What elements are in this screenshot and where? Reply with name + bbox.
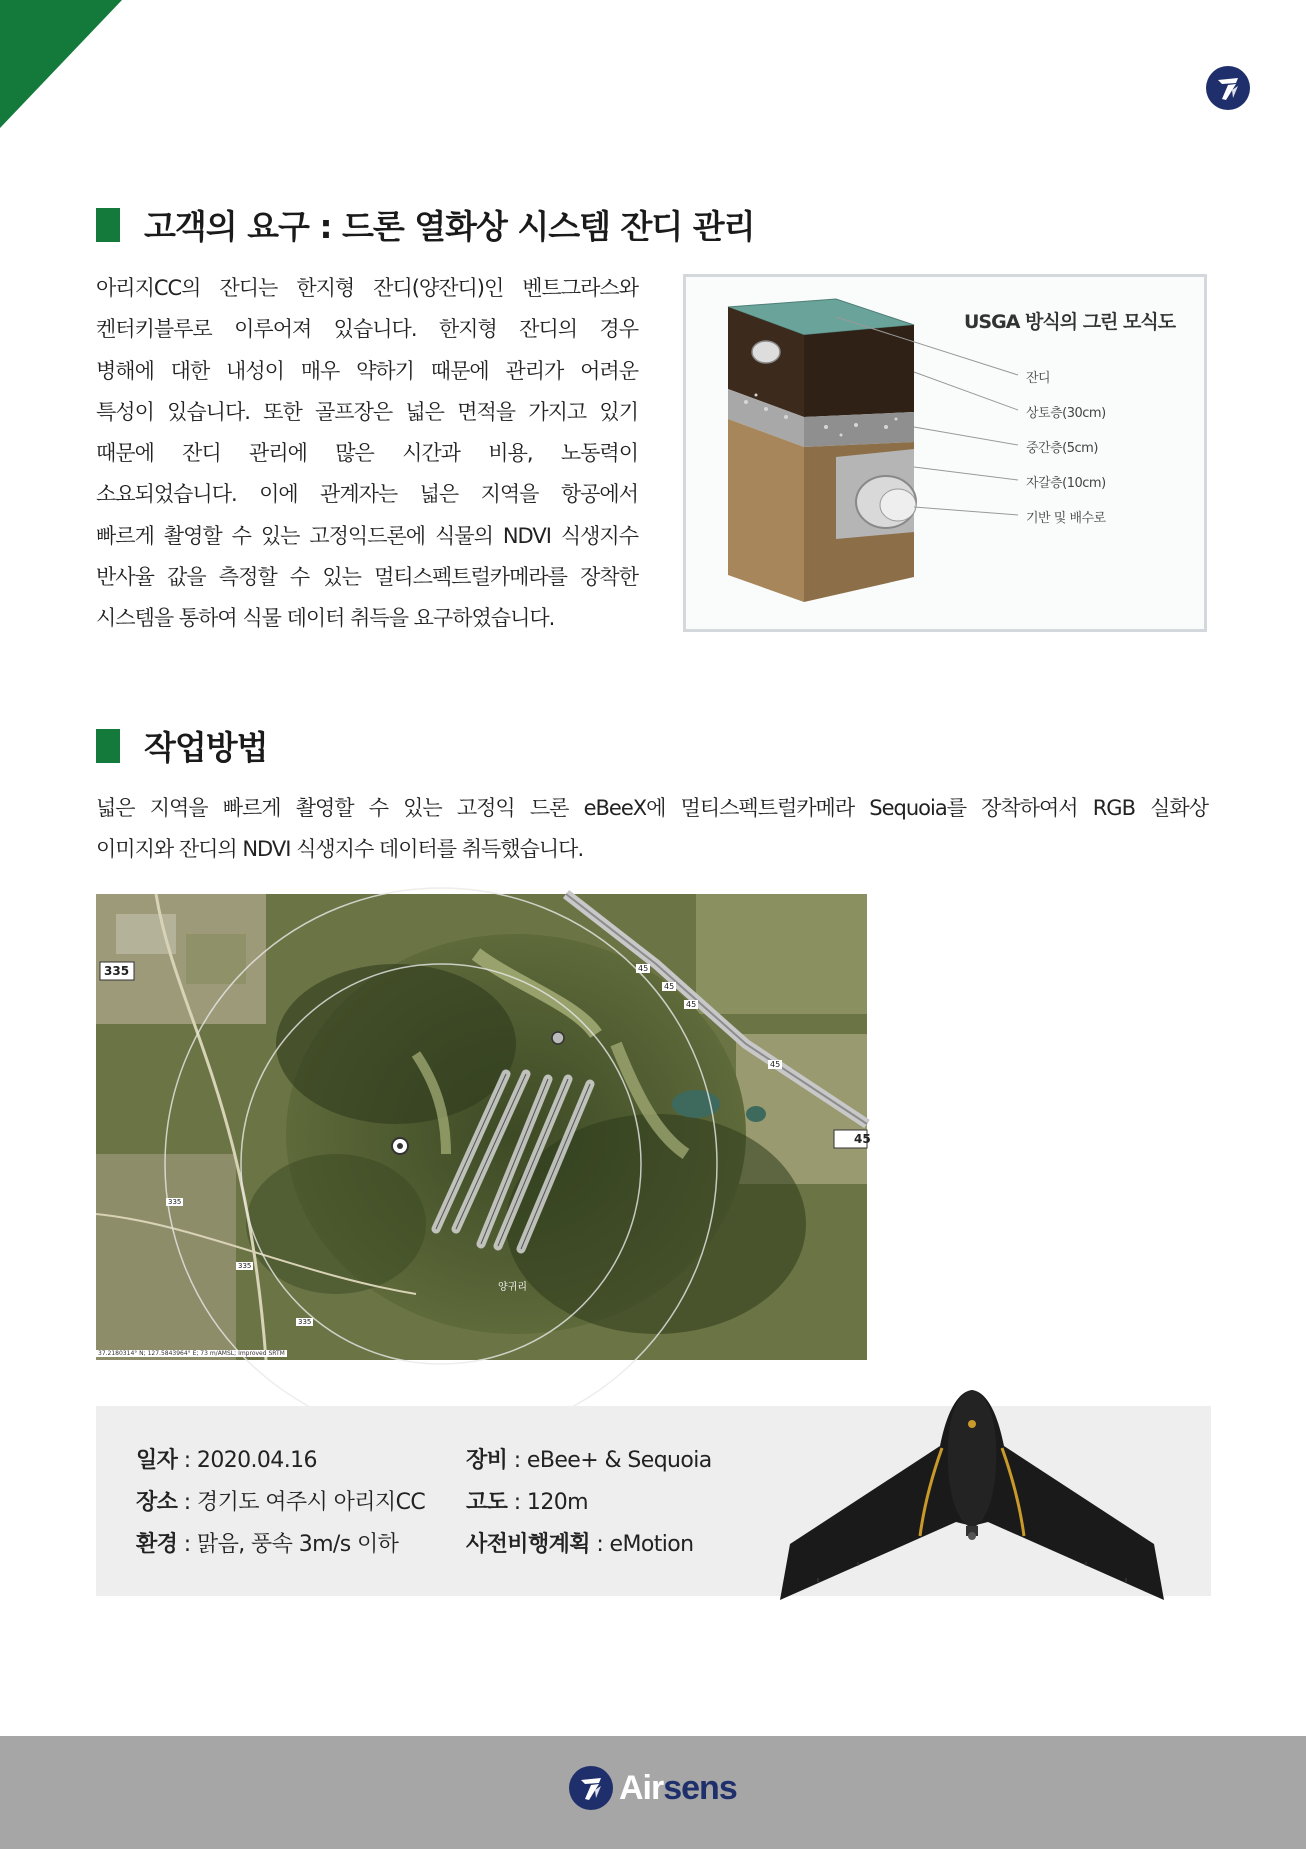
road-label: 45 xyxy=(854,1132,871,1146)
paragraph-line: 반사율 값을 측정할 수 있는 멀티스펙트럴카메라를 장착한 xyxy=(96,565,638,590)
info-row-altitude: 고도 : 120m xyxy=(466,1490,588,1515)
info-column-right xyxy=(466,1440,712,1566)
paragraph-line: 이미지와 잔디의 NDVI 식생지수 데이터를 취득했습니다. xyxy=(96,837,584,862)
map-coordinates-readout: 37.2180314° N; 127.5843964° E; 73 m/AMSL; Improved SRTM xyxy=(98,1350,285,1357)
airsens-logo-icon xyxy=(569,1766,613,1810)
heading-marker xyxy=(96,208,120,242)
info-label: 장소 xyxy=(136,1490,178,1515)
layer-label-grass: 잔디 xyxy=(1026,371,1051,386)
brand-name-part: sens xyxy=(663,1768,737,1807)
layer-label-topsoil: 상토층(30cm) xyxy=(1026,406,1106,421)
footer-logo xyxy=(569,1766,737,1810)
airsens-logo-icon xyxy=(1206,66,1250,110)
paragraph-line: 아리지CC의 잔디는 한지형 잔디(양잔디)인 벤트그라스와 xyxy=(96,276,638,300)
method-paragraph xyxy=(96,788,1208,871)
info-label: 장비 xyxy=(466,1448,508,1473)
paragraph-line: 특성이 있습니다. 또한 골프장은 넓은 면적을 가지고 있기 xyxy=(96,399,638,424)
layer-label-intermediate: 중간층(5cm) xyxy=(1026,441,1098,456)
flight-plan-map xyxy=(96,894,871,1360)
page-footer xyxy=(0,1736,1306,1849)
paragraph-line: 시스템을 통하여 식물 데이터 취득을 요구하였습니다. xyxy=(96,606,555,631)
road-label: 45 xyxy=(770,1060,781,1069)
info-column-left xyxy=(136,1440,425,1566)
section-title: 고객의 요구 : 드론 열화상 시스템 잔디 관리 xyxy=(144,207,755,246)
paragraph-line: 빠르게 촬영할 수 있는 고정익드론에 식물의 NDVI 식생지수 xyxy=(96,523,638,548)
layer-label-gravel: 자갈층(10cm) xyxy=(1026,476,1106,491)
info-value: eMotion xyxy=(609,1532,694,1557)
road-label: 45 xyxy=(686,1000,697,1009)
info-label: 일자 xyxy=(136,1448,178,1473)
info-label: 환경 xyxy=(136,1532,178,1557)
road-label: 335 xyxy=(298,1318,312,1326)
info-row-equipment: 장비 : eBee+ & Sequoia xyxy=(466,1448,712,1473)
road-label: 45 xyxy=(664,982,675,991)
layer-label-drainage: 기반 및 배수로 xyxy=(1026,511,1106,526)
ebee-drone-image xyxy=(778,1386,1166,1614)
place-label: 양귀리 xyxy=(498,1282,527,1293)
info-row-place: 장소 : 경기도 여주시 아리지CC xyxy=(136,1490,426,1515)
info-value: eBee+ & Sequoia xyxy=(526,1448,712,1473)
info-value: 경기도 여주시 아리지CC xyxy=(196,1490,426,1515)
heading-marker xyxy=(96,729,120,763)
paragraph-line: 때문에 잔디 관리에 많은 시간과 비용, 노동력이 xyxy=(96,441,638,466)
road-label: 335 xyxy=(104,964,130,978)
diagram-title: USGA 방식의 그린 모식도 xyxy=(964,311,1176,333)
paragraph-line: 넓은 지역을 빠르게 촬영할 수 있는 고정익 드론 eBeeX에 멀티스펙트럴카메라 Sequoia를 장착하여서 RGB 실화상 xyxy=(96,796,1208,820)
paragraph-line: 소요되었습니다. 이에 관계자는 넓은 지역을 항공에서 xyxy=(96,482,638,507)
road-label: 45 xyxy=(638,964,649,973)
section-title: 작업방법 xyxy=(144,728,268,767)
brand-name-part: Air xyxy=(619,1768,664,1807)
usga-green-diagram xyxy=(683,274,1207,632)
info-label: 사전비행계획 xyxy=(466,1532,590,1557)
info-value: 120m xyxy=(526,1490,588,1515)
satellite-map-image xyxy=(96,894,867,1360)
info-row-environment: 환경 : 맑음, 풍속 3m/s 이하 xyxy=(136,1532,399,1557)
info-row-date: 일자 : 2020.04.16 xyxy=(136,1448,317,1473)
info-label: 고도 xyxy=(466,1490,508,1515)
section-method-heading xyxy=(96,722,268,769)
info-value: 맑음, 풍속 3m/s 이하 xyxy=(196,1532,399,1557)
corner-decoration xyxy=(0,0,122,128)
paragraph-line: 켄터키블루로 이루어져 있습니다. 한지형 잔디의 경우 xyxy=(96,317,638,342)
section-customer-needs-heading xyxy=(96,201,755,248)
info-row-flight-plan: 사전비행계획 : eMotion xyxy=(466,1532,694,1557)
customer-needs-paragraph xyxy=(96,268,638,640)
road-label: 335 xyxy=(238,1262,252,1270)
info-value: 2020.04.16 xyxy=(196,1448,317,1473)
road-label: 335 xyxy=(168,1198,182,1206)
paragraph-line: 병해에 대한 내성이 매우 약하기 때문에 관리가 어려운 xyxy=(96,358,638,383)
brand-name xyxy=(619,1769,737,1808)
